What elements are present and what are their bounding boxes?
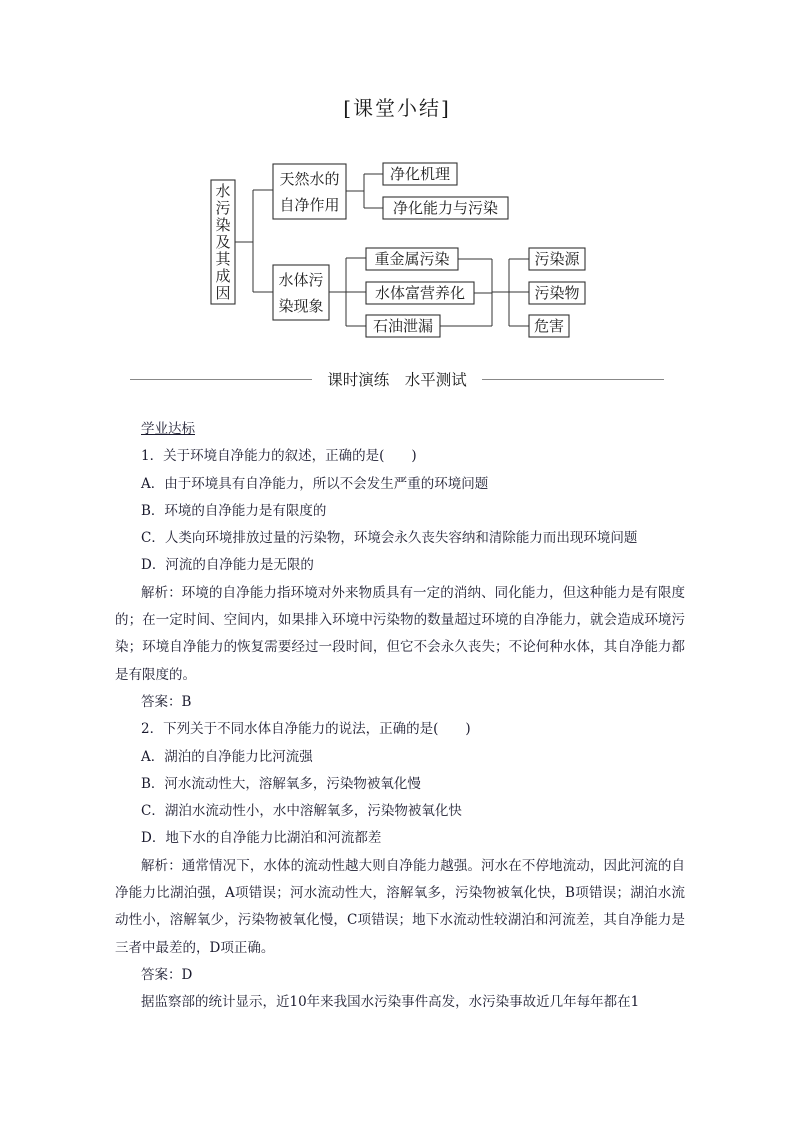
root-char: 污 <box>215 199 231 217</box>
q1-option-c: C．人类向环境排放过量的污染物，环境会永久丧失容纳和清除能力而出现环境问题 <box>141 530 638 547</box>
root-char: 其 <box>215 250 231 268</box>
node-label: 危害 <box>533 317 565 335</box>
exercise-content <box>115 416 685 1017</box>
root-char: 及 <box>215 233 231 251</box>
branch2-line1: 水体污 <box>278 271 324 289</box>
q2-option-a: A．湖泊的自净能力比河流强 <box>141 748 313 765</box>
q2-analysis: 解析：通常情况下，水体的流动性越大则自净能力越强。河水在不停地流动，因此河流的自净能力比湖泊强，A项错误；河水流动性大，溶解氧多，污染物被氧化快，B项错误；湖泊水流动性小，溶解氧少，污染物被氧化慢，C项错误；地下水流动性较湖泊和河流差，其自净能力是三者中最差的，D项正确。 <box>115 857 685 956</box>
q1-analysis: 解析：环境的自净能力指环境对外来物质具有一定的消纳、同化能力，但这种能力是有限度的；在一定时间、空间内，如果排入环境中污染物的数量超过环境的自净能力，就会造成环境污染；环境自净能力的恢复需要经过一段时间，但它不会永久丧失；不论何种水体，其自净能力都是有限度的。 <box>115 584 685 683</box>
branch2-line2: 染现象 <box>278 297 324 315</box>
node-label: 重金属污染 <box>374 250 450 268</box>
branch1-line2: 自净作用 <box>279 196 340 214</box>
divider-rule-left <box>130 379 312 380</box>
root-char: 因 <box>215 284 231 302</box>
node-label: 污染源 <box>534 250 580 268</box>
knowledge-diagram <box>0 0 794 360</box>
q1-option-a: A．由于环境具有自净能力，所以不会发生严重的环境问题 <box>141 475 489 492</box>
node-label: 净化能力与污染 <box>392 199 499 217</box>
node-label: 净化机理 <box>389 165 451 183</box>
question-1-stem: 1．关于环境自净能力的叙述，正确的是( ) <box>141 448 417 465</box>
exercise-heading: 学业达标 <box>141 421 195 437</box>
section-divider <box>130 368 664 390</box>
node-label: 水体富营养化 <box>374 284 466 302</box>
question-3-intro: 据监察部的统计显示，近10年来我国水污染事件高发，水污染事故近几年每年都在1 <box>141 994 640 1011</box>
node-label: 石油泄漏 <box>372 317 434 335</box>
section-title: 课时演练 水平测试 <box>327 371 467 389</box>
q1-answer: 答案：B <box>141 693 192 710</box>
q2-option-d: D．地下水的自净能力比湖泊和河流都差 <box>141 830 382 847</box>
summary-title: [课堂小结] <box>343 96 451 120</box>
root-char: 成 <box>215 267 231 285</box>
root-char: 水 <box>215 182 231 200</box>
q1-option-b: B．环境的自净能力是有限度的 <box>141 502 327 519</box>
question-2-stem: 2．下列关于不同水体自净能力的说法，正确的是( ) <box>141 721 471 738</box>
branch1-line1: 天然水的 <box>279 170 340 188</box>
divider-rule-right <box>482 379 664 380</box>
root-char: 染 <box>215 216 231 234</box>
node-label: 污染物 <box>534 284 580 302</box>
q2-answer: 答案：D <box>141 966 193 983</box>
q2-option-c: C．湖泊水流动性小，水中溶解氧多，污染物被氧化快 <box>141 803 462 820</box>
q1-option-d: D．河流的自净能力是无限的 <box>141 557 314 574</box>
q2-option-b: B．河水流动性大，溶解氧多，污染物被氧化慢 <box>141 775 421 792</box>
